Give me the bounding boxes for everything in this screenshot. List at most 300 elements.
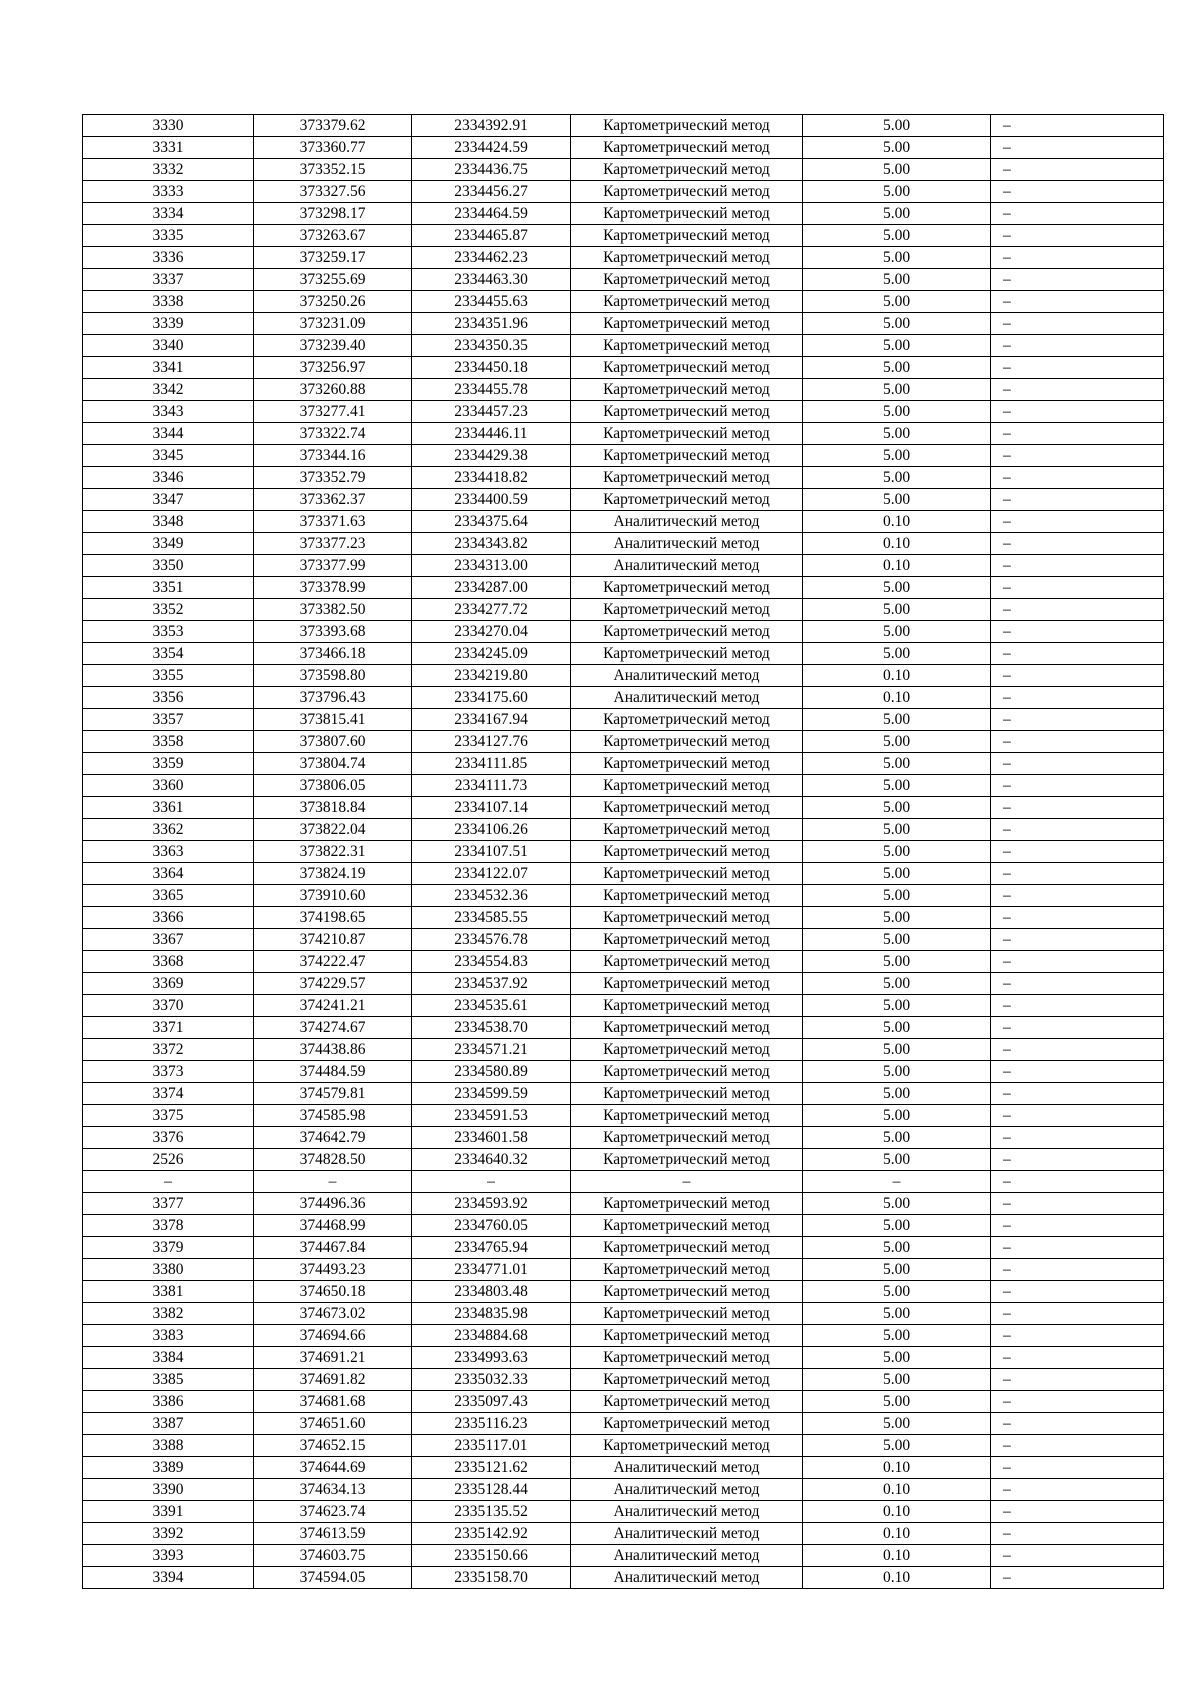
accuracy-cell: 5.00 [803, 1017, 991, 1039]
method-cell: Картометрический метод [571, 731, 803, 753]
method-cell: Аналитический метод [571, 1457, 803, 1479]
description-cell: – [991, 1083, 1164, 1105]
method-cell: Аналитический метод [571, 1501, 803, 1523]
method-cell: Картометрический метод [571, 115, 803, 137]
x-coordinate-cell: 373804.74 [254, 753, 412, 775]
method-cell: Картометрический метод [571, 379, 803, 401]
method-cell: Картометрический метод [571, 599, 803, 621]
accuracy-cell: 5.00 [803, 291, 991, 313]
description-cell: – [991, 533, 1164, 555]
description-cell: – [991, 115, 1164, 137]
x-coordinate-cell: 373807.60 [254, 731, 412, 753]
description-cell: – [991, 819, 1164, 841]
y-coordinate-cell: 2334455.78 [412, 379, 571, 401]
accuracy-cell: 5.00 [803, 1149, 991, 1171]
description-cell: – [991, 379, 1164, 401]
table-row [83, 291, 1164, 313]
description-cell: – [991, 1127, 1164, 1149]
description-cell: – [991, 1567, 1164, 1589]
accuracy-cell: 0.10 [803, 533, 991, 555]
accuracy-cell: 5.00 [803, 181, 991, 203]
point-number-cell: 3372 [83, 1039, 254, 1061]
description-cell: – [991, 1105, 1164, 1127]
description-cell: – [991, 445, 1164, 467]
method-cell: Картометрический метод [571, 753, 803, 775]
description-cell: – [991, 1501, 1164, 1523]
x-coordinate-cell: 373378.99 [254, 577, 412, 599]
point-number-cell: 3334 [83, 203, 254, 225]
description-cell: – [991, 995, 1164, 1017]
accuracy-cell: 5.00 [803, 599, 991, 621]
x-coordinate-cell: 374438.86 [254, 1039, 412, 1061]
x-coordinate-cell: 373352.79 [254, 467, 412, 489]
x-coordinate-cell: 373263.67 [254, 225, 412, 247]
y-coordinate-cell: 2335128.44 [412, 1479, 571, 1501]
table-row [83, 247, 1164, 269]
description-cell: – [991, 1061, 1164, 1083]
y-coordinate-cell: 2334538.70 [412, 1017, 571, 1039]
description-cell: – [991, 753, 1164, 775]
description-cell: – [991, 1149, 1164, 1171]
accuracy-cell: 0.10 [803, 1523, 991, 1545]
x-coordinate-cell: 374493.23 [254, 1259, 412, 1281]
x-coordinate-cell: 374691.82 [254, 1369, 412, 1391]
method-cell: Картометрический метод [571, 313, 803, 335]
y-coordinate-cell: 2335116.23 [412, 1413, 571, 1435]
point-number-cell: 3345 [83, 445, 254, 467]
description-cell: – [991, 1435, 1164, 1457]
x-coordinate-cell: 373362.37 [254, 489, 412, 511]
method-cell: Аналитический метод [571, 1567, 803, 1589]
table-row [83, 1501, 1164, 1523]
accuracy-cell: 5.00 [803, 203, 991, 225]
point-number-cell: 3394 [83, 1567, 254, 1589]
accuracy-cell: 5.00 [803, 907, 991, 929]
x-coordinate-cell: 373371.63 [254, 511, 412, 533]
y-coordinate-cell: 2334111.85 [412, 753, 571, 775]
accuracy-cell: 0.10 [803, 1501, 991, 1523]
y-coordinate-cell: 2334599.59 [412, 1083, 571, 1105]
accuracy-cell: 5.00 [803, 797, 991, 819]
method-cell: Аналитический метод [571, 555, 803, 577]
description-cell: – [991, 401, 1164, 423]
point-number-cell: 3376 [83, 1127, 254, 1149]
point-number-cell: 3359 [83, 753, 254, 775]
point-number-cell: 3331 [83, 137, 254, 159]
description-cell: – [991, 1193, 1164, 1215]
description-cell: – [991, 511, 1164, 533]
table-row [83, 929, 1164, 951]
method-cell: Картометрический метод [571, 775, 803, 797]
table-row [83, 665, 1164, 687]
method-cell: Картометрический метод [571, 1413, 803, 1435]
table-row [83, 335, 1164, 357]
y-coordinate-cell: 2334532.36 [412, 885, 571, 907]
method-cell: Картометрический метод [571, 907, 803, 929]
x-coordinate-cell: 373327.56 [254, 181, 412, 203]
table-row [83, 555, 1164, 577]
y-coordinate-cell: 2334593.92 [412, 1193, 571, 1215]
method-cell: Картометрический метод [571, 577, 803, 599]
x-coordinate-cell: 373466.18 [254, 643, 412, 665]
description-cell: – [991, 357, 1164, 379]
accuracy-cell: 5.00 [803, 885, 991, 907]
table-row [83, 533, 1164, 555]
y-coordinate-cell: 2334640.32 [412, 1149, 571, 1171]
accuracy-cell: 5.00 [803, 159, 991, 181]
y-coordinate-cell: 2334418.82 [412, 467, 571, 489]
point-number-cell: 3348 [83, 511, 254, 533]
description-cell: – [991, 335, 1164, 357]
x-coordinate-cell: 374274.67 [254, 1017, 412, 1039]
table-row [83, 1149, 1164, 1171]
x-coordinate-cell: 374691.21 [254, 1347, 412, 1369]
y-coordinate-cell: 2335150.66 [412, 1545, 571, 1567]
y-coordinate-cell: 2334457.23 [412, 401, 571, 423]
y-coordinate-cell: 2334429.38 [412, 445, 571, 467]
method-cell: Картометрический метод [571, 1391, 803, 1413]
x-coordinate-cell: 373352.15 [254, 159, 412, 181]
description-cell: – [991, 1259, 1164, 1281]
table-row [83, 731, 1164, 753]
table-row [83, 1523, 1164, 1545]
x-coordinate-cell: 373818.84 [254, 797, 412, 819]
accuracy-cell: 5.00 [803, 1413, 991, 1435]
y-coordinate-cell: 2334465.87 [412, 225, 571, 247]
method-cell: Картометрический метод [571, 1017, 803, 1039]
description-cell: – [991, 269, 1164, 291]
x-coordinate-cell: 374496.36 [254, 1193, 412, 1215]
table-row [83, 1127, 1164, 1149]
accuracy-cell: 5.00 [803, 1281, 991, 1303]
accuracy-cell: 5.00 [803, 709, 991, 731]
accuracy-cell: 5.00 [803, 269, 991, 291]
description-cell: – [991, 1281, 1164, 1303]
method-cell: Картометрический метод [571, 1303, 803, 1325]
y-coordinate-cell: 2335117.01 [412, 1435, 571, 1457]
y-coordinate-cell: 2334456.27 [412, 181, 571, 203]
description-cell: – [991, 203, 1164, 225]
y-coordinate-cell: 2335158.70 [412, 1567, 571, 1589]
method-cell: Картометрический метод [571, 1281, 803, 1303]
method-cell: Картометрический метод [571, 885, 803, 907]
point-number-cell: 3342 [83, 379, 254, 401]
table-row [83, 775, 1164, 797]
table-row [83, 511, 1164, 533]
method-cell: Аналитический метод [571, 1479, 803, 1501]
table-row [83, 599, 1164, 621]
point-number-cell: 3361 [83, 797, 254, 819]
table-row [83, 709, 1164, 731]
description-cell: – [991, 489, 1164, 511]
description-cell: – [991, 1171, 1164, 1193]
accuracy-cell: 5.00 [803, 1435, 991, 1457]
x-coordinate-cell: 374210.87 [254, 929, 412, 951]
method-cell: Картометрический метод [571, 1215, 803, 1237]
accuracy-cell: 5.00 [803, 731, 991, 753]
x-coordinate-cell: 374652.15 [254, 1435, 412, 1457]
point-number-cell: 3337 [83, 269, 254, 291]
table-row [83, 621, 1164, 643]
point-number-cell: 3380 [83, 1259, 254, 1281]
accuracy-cell: 5.00 [803, 313, 991, 335]
table-row [83, 841, 1164, 863]
y-coordinate-cell: 2335032.33 [412, 1369, 571, 1391]
method-cell: Картометрический метод [571, 1325, 803, 1347]
y-coordinate-cell: 2334993.63 [412, 1347, 571, 1369]
method-cell: Картометрический метод [571, 401, 803, 423]
accuracy-cell: 0.10 [803, 687, 991, 709]
point-number-cell: 3370 [83, 995, 254, 1017]
description-cell: – [991, 1369, 1164, 1391]
point-number-cell: 3375 [83, 1105, 254, 1127]
method-cell: Картометрический метод [571, 797, 803, 819]
accuracy-cell: 5.00 [803, 621, 991, 643]
x-coordinate-cell: – [254, 1171, 412, 1193]
y-coordinate-cell: 2335121.62 [412, 1457, 571, 1479]
method-cell: Картометрический метод [571, 445, 803, 467]
y-coordinate-cell: 2334464.59 [412, 203, 571, 225]
description-cell: – [991, 599, 1164, 621]
description-cell: – [991, 775, 1164, 797]
y-coordinate-cell: 2334436.75 [412, 159, 571, 181]
description-cell: – [991, 159, 1164, 181]
accuracy-cell: 5.00 [803, 357, 991, 379]
accuracy-cell: 5.00 [803, 467, 991, 489]
x-coordinate-cell: 373250.26 [254, 291, 412, 313]
y-coordinate-cell: 2334107.51 [412, 841, 571, 863]
x-coordinate-cell: 374585.98 [254, 1105, 412, 1127]
x-coordinate-cell: 374634.13 [254, 1479, 412, 1501]
method-cell: Картометрический метод [571, 1237, 803, 1259]
table-row [83, 643, 1164, 665]
accuracy-cell: 5.00 [803, 929, 991, 951]
table-row [83, 951, 1164, 973]
x-coordinate-cell: 373255.69 [254, 269, 412, 291]
table-row [83, 423, 1164, 445]
y-coordinate-cell: 2334463.30 [412, 269, 571, 291]
accuracy-cell: 5.00 [803, 1369, 991, 1391]
method-cell: Картометрический метод [571, 335, 803, 357]
table-row [83, 1017, 1164, 1039]
y-coordinate-cell: 2334455.63 [412, 291, 571, 313]
point-number-cell: 3347 [83, 489, 254, 511]
method-cell: Картометрический метод [571, 357, 803, 379]
accuracy-cell: 5.00 [803, 1083, 991, 1105]
x-coordinate-cell: 374484.59 [254, 1061, 412, 1083]
accuracy-cell: 5.00 [803, 973, 991, 995]
accuracy-cell: 5.00 [803, 1061, 991, 1083]
y-coordinate-cell: – [412, 1171, 571, 1193]
point-number-cell: 3365 [83, 885, 254, 907]
x-coordinate-cell: 373822.04 [254, 819, 412, 841]
point-number-cell: 3360 [83, 775, 254, 797]
description-cell: – [991, 1391, 1164, 1413]
description-cell: – [991, 885, 1164, 907]
x-coordinate-cell: 373824.19 [254, 863, 412, 885]
table-row [83, 1567, 1164, 1589]
y-coordinate-cell: 2334400.59 [412, 489, 571, 511]
description-cell: – [991, 1545, 1164, 1567]
point-number-cell: – [83, 1171, 254, 1193]
coordinates-table [82, 114, 1164, 1589]
x-coordinate-cell: 374613.59 [254, 1523, 412, 1545]
description-cell: – [991, 863, 1164, 885]
description-cell: – [991, 1017, 1164, 1039]
y-coordinate-cell: 2334167.94 [412, 709, 571, 731]
description-cell: – [991, 1479, 1164, 1501]
description-cell: – [991, 1413, 1164, 1435]
point-number-cell: 3335 [83, 225, 254, 247]
table-row [83, 1457, 1164, 1479]
coordinates-table-body [83, 115, 1164, 1589]
y-coordinate-cell: 2334803.48 [412, 1281, 571, 1303]
description-cell: – [991, 951, 1164, 973]
table-row [83, 379, 1164, 401]
x-coordinate-cell: 373259.17 [254, 247, 412, 269]
accuracy-cell: 5.00 [803, 445, 991, 467]
x-coordinate-cell: 374623.74 [254, 1501, 412, 1523]
table-row [83, 401, 1164, 423]
point-number-cell: 3351 [83, 577, 254, 599]
x-coordinate-cell: 373256.97 [254, 357, 412, 379]
point-number-cell: 3357 [83, 709, 254, 731]
x-coordinate-cell: 374603.75 [254, 1545, 412, 1567]
description-cell: – [991, 709, 1164, 731]
table-row [83, 1325, 1164, 1347]
table-row [83, 1545, 1164, 1567]
point-number-cell: 3356 [83, 687, 254, 709]
accuracy-cell: 5.00 [803, 379, 991, 401]
point-number-cell: 3379 [83, 1237, 254, 1259]
point-number-cell: 3338 [83, 291, 254, 313]
x-coordinate-cell: 373239.40 [254, 335, 412, 357]
point-number-cell: 3352 [83, 599, 254, 621]
y-coordinate-cell: 2334535.61 [412, 995, 571, 1017]
x-coordinate-cell: 373796.43 [254, 687, 412, 709]
x-coordinate-cell: 373815.41 [254, 709, 412, 731]
x-coordinate-cell: 373277.41 [254, 401, 412, 423]
x-coordinate-cell: 373344.16 [254, 445, 412, 467]
table-row [83, 137, 1164, 159]
description-cell: – [991, 247, 1164, 269]
description-cell: – [991, 731, 1164, 753]
table-row [83, 467, 1164, 489]
accuracy-cell: 0.10 [803, 511, 991, 533]
y-coordinate-cell: 2334571.21 [412, 1039, 571, 1061]
accuracy-cell: 5.00 [803, 577, 991, 599]
accuracy-cell: 5.00 [803, 643, 991, 665]
point-number-cell: 3336 [83, 247, 254, 269]
description-cell: – [991, 643, 1164, 665]
table-row [83, 489, 1164, 511]
y-coordinate-cell: 2335097.43 [412, 1391, 571, 1413]
point-number-cell: 3389 [83, 1457, 254, 1479]
point-number-cell: 3388 [83, 1435, 254, 1457]
method-cell: Аналитический метод [571, 1523, 803, 1545]
point-number-cell: 3391 [83, 1501, 254, 1523]
description-cell: – [991, 907, 1164, 929]
accuracy-cell: 5.00 [803, 401, 991, 423]
point-number-cell: 3364 [83, 863, 254, 885]
table-row [83, 1435, 1164, 1457]
method-cell: Аналитический метод [571, 687, 803, 709]
table-row [83, 313, 1164, 335]
y-coordinate-cell: 2334375.64 [412, 511, 571, 533]
table-row [83, 973, 1164, 995]
y-coordinate-cell: 2334107.14 [412, 797, 571, 819]
accuracy-cell: 5.00 [803, 225, 991, 247]
table-row [83, 1171, 1164, 1193]
point-number-cell: 3378 [83, 1215, 254, 1237]
method-cell: Картометрический метод [571, 225, 803, 247]
description-cell: – [991, 621, 1164, 643]
accuracy-cell: 0.10 [803, 1545, 991, 1567]
x-coordinate-cell: 374694.66 [254, 1325, 412, 1347]
table-row [83, 687, 1164, 709]
point-number-cell: 3355 [83, 665, 254, 687]
description-cell: – [991, 555, 1164, 577]
method-cell: Картометрический метод [571, 1259, 803, 1281]
description-cell: – [991, 1303, 1164, 1325]
method-cell: Картометрический метод [571, 819, 803, 841]
method-cell: Картометрический метод [571, 1083, 803, 1105]
table-row [83, 1215, 1164, 1237]
table-row [83, 1061, 1164, 1083]
point-number-cell: 3382 [83, 1303, 254, 1325]
accuracy-cell: 0.10 [803, 1479, 991, 1501]
y-coordinate-cell: 2334450.18 [412, 357, 571, 379]
accuracy-cell: 5.00 [803, 423, 991, 445]
accuracy-cell: 5.00 [803, 951, 991, 973]
y-coordinate-cell: 2334219.80 [412, 665, 571, 687]
x-coordinate-cell: 373910.60 [254, 885, 412, 907]
point-number-cell: 3340 [83, 335, 254, 357]
point-number-cell: 3393 [83, 1545, 254, 1567]
table-row [83, 819, 1164, 841]
point-number-cell: 3369 [83, 973, 254, 995]
description-cell: – [991, 973, 1164, 995]
accuracy-cell: 5.00 [803, 841, 991, 863]
y-coordinate-cell: 2334313.00 [412, 555, 571, 577]
y-coordinate-cell: 2334106.26 [412, 819, 571, 841]
y-coordinate-cell: 2335135.52 [412, 1501, 571, 1523]
y-coordinate-cell: 2334175.60 [412, 687, 571, 709]
point-number-cell: 3377 [83, 1193, 254, 1215]
x-coordinate-cell: 374468.99 [254, 1215, 412, 1237]
accuracy-cell: 5.00 [803, 1325, 991, 1347]
y-coordinate-cell: 2335142.92 [412, 1523, 571, 1545]
description-cell: – [991, 1347, 1164, 1369]
description-cell: – [991, 1039, 1164, 1061]
method-cell: Аналитический метод [571, 511, 803, 533]
y-coordinate-cell: 2334122.07 [412, 863, 571, 885]
method-cell: Картометрический метод [571, 951, 803, 973]
point-number-cell: 3339 [83, 313, 254, 335]
table-row [83, 1083, 1164, 1105]
method-cell: Аналитический метод [571, 1545, 803, 1567]
point-number-cell: 3386 [83, 1391, 254, 1413]
accuracy-cell: 5.00 [803, 753, 991, 775]
table-row [83, 159, 1164, 181]
point-number-cell: 2526 [83, 1149, 254, 1171]
accuracy-cell: 5.00 [803, 1259, 991, 1281]
point-number-cell: 3363 [83, 841, 254, 863]
y-coordinate-cell: 2334245.09 [412, 643, 571, 665]
description-cell: – [991, 291, 1164, 313]
x-coordinate-cell: 373231.09 [254, 313, 412, 335]
point-number-cell: 3349 [83, 533, 254, 555]
